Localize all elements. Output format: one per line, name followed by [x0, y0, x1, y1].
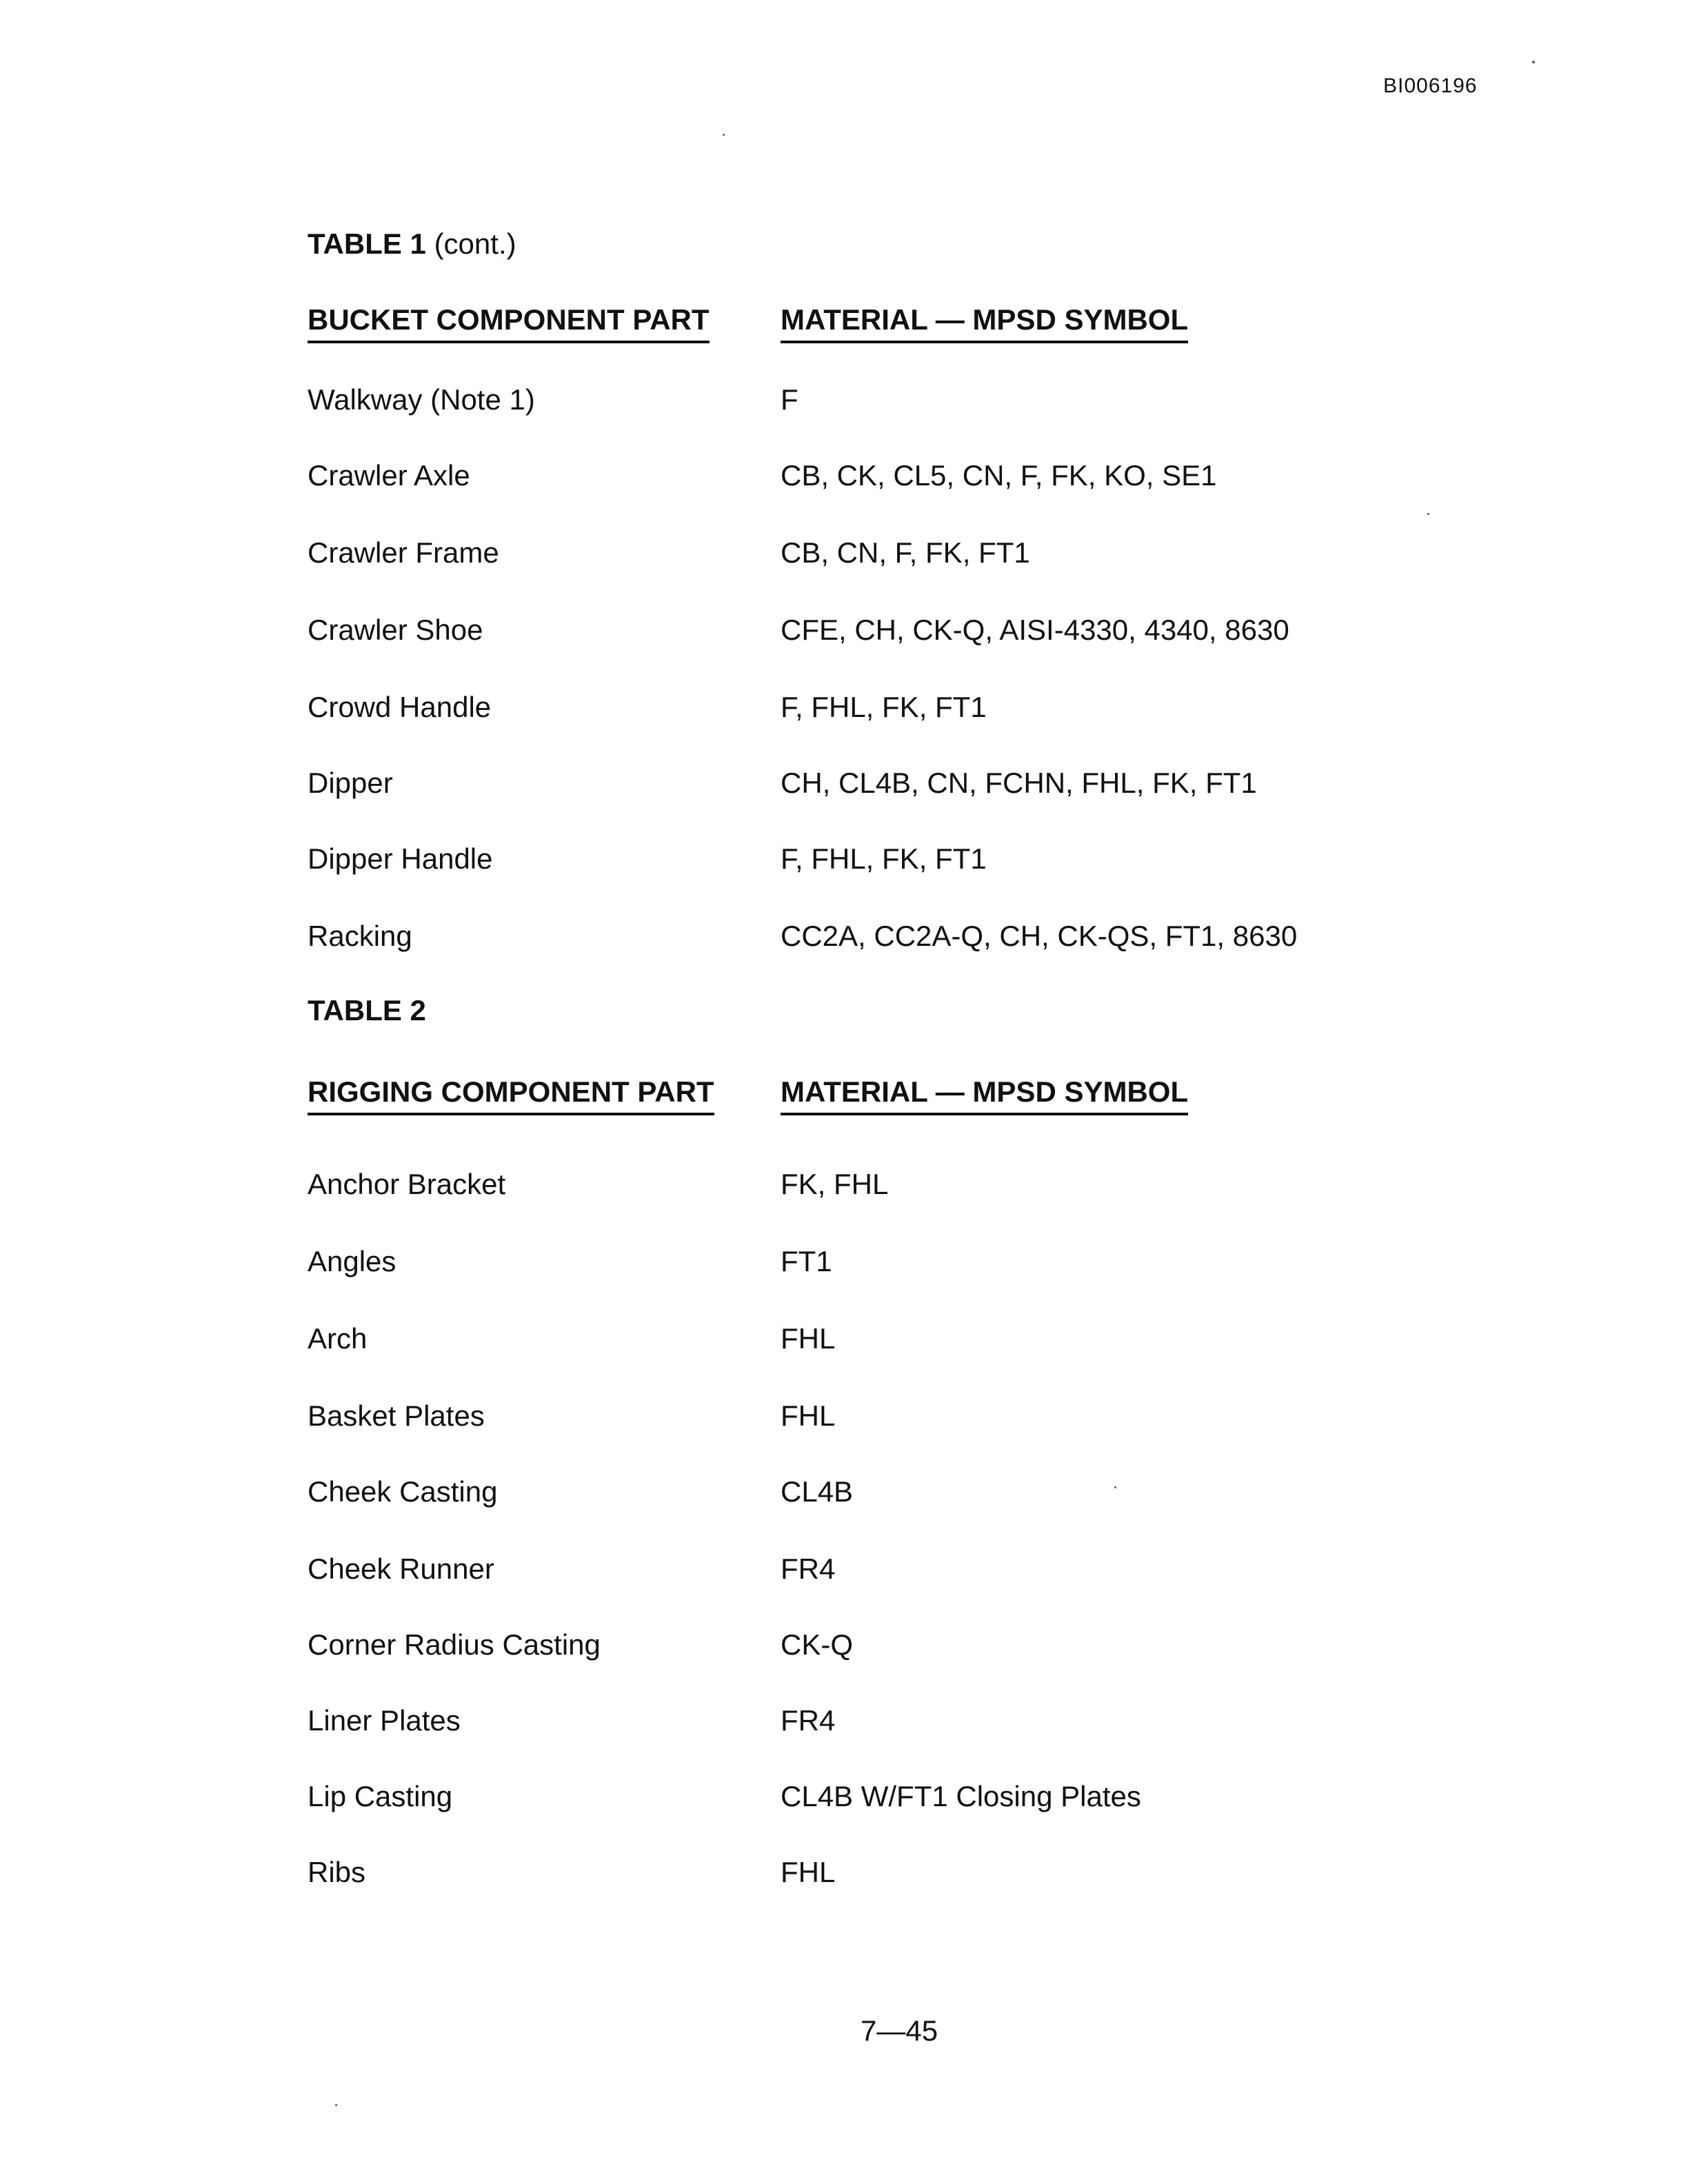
material-symbol: CL4B W/FT1 Closing Plates: [781, 1780, 1141, 1812]
table2-col1-header: RIGGING COMPONENT PART: [308, 1075, 714, 1115]
table-row: [0, 842, 1688, 884]
part-name: Walkway (Note 1): [308, 383, 535, 416]
scan-speck: [335, 2104, 337, 2106]
table-row: [0, 1780, 1688, 1821]
table-row: [0, 1628, 1688, 1670]
table-row: [0, 614, 1688, 655]
table-row: [0, 767, 1688, 808]
part-name: Corner Radius Casting: [308, 1628, 601, 1661]
table-row: [0, 1856, 1688, 1897]
table1-title-bold: TABLE 1: [308, 228, 426, 260]
table1-col2-header: MATERIAL — MPSD SYMBOL: [781, 303, 1188, 343]
material-symbol: CL4B: [781, 1475, 854, 1508]
part-name: Dipper Handle: [308, 842, 493, 875]
part-name: Cheek Runner: [308, 1553, 494, 1585]
part-name: Cheek Casting: [308, 1475, 498, 1508]
table2-col2-header: MATERIAL — MPSD SYMBOL: [781, 1075, 1188, 1115]
material-symbol: CFE, CH, CK-Q, AISI-4330, 4340, 8630: [781, 614, 1289, 646]
material-symbol: CH, CL4B, CN, FCHN, FHL, FK, FT1: [781, 767, 1257, 799]
table-row: [0, 920, 1688, 961]
table-row: [0, 1168, 1688, 1209]
material-symbol: FT1: [781, 1245, 832, 1277]
material-symbol: CB, CK, CL5, CN, F, FK, KO, SE1: [781, 459, 1217, 492]
material-symbol: FR4: [781, 1704, 836, 1737]
part-name: Lip Casting: [308, 1780, 453, 1812]
table1-title-suffix: (cont.): [425, 228, 516, 260]
table-row: [0, 1399, 1688, 1441]
scan-speck: [1532, 61, 1535, 63]
material-symbol: FHL: [781, 1322, 836, 1355]
material-symbol: FR4: [781, 1553, 836, 1585]
table-row: [0, 536, 1688, 578]
part-name: Basket Plates: [308, 1399, 485, 1432]
table-row: [0, 1475, 1688, 1517]
material-symbol: CK-Q: [781, 1628, 853, 1661]
part-name: Dipper: [308, 767, 393, 799]
table-row: [0, 459, 1688, 501]
material-symbol: F: [781, 383, 798, 416]
scan-speck: [1427, 513, 1429, 515]
table1-title: [308, 228, 516, 261]
part-name: Arch: [308, 1322, 368, 1355]
scan-speck: [723, 134, 725, 136]
part-name: Liner Plates: [308, 1704, 461, 1737]
part-name: Crawler Axle: [308, 459, 470, 492]
part-name: Crawler Shoe: [308, 614, 483, 646]
material-symbol: FHL: [781, 1856, 836, 1888]
part-name: Angles: [308, 1245, 396, 1277]
table-row: [0, 383, 1688, 425]
material-symbol: FK, FHL: [781, 1168, 889, 1200]
material-symbol: F, FHL, FK, FT1: [781, 842, 987, 875]
table2-title: [308, 994, 426, 1027]
part-name: Crawler Frame: [308, 536, 499, 569]
table-row: [0, 1553, 1688, 1594]
material-symbol: CB, CN, F, FK, FT1: [781, 536, 1030, 569]
table1-col1-header: BUCKET COMPONENT PART: [308, 303, 710, 343]
page-number: 7—45: [861, 2014, 938, 2047]
material-symbol: F, FHL, FK, FT1: [781, 691, 987, 723]
part-name: Crowd Handle: [308, 691, 492, 723]
material-symbol: FHL: [781, 1399, 836, 1432]
material-symbol: CC2A, CC2A-Q, CH, CK-QS, FT1, 8630: [781, 920, 1298, 952]
table-row: [0, 1704, 1688, 1746]
table-row: [0, 691, 1688, 732]
table-row: [0, 1322, 1688, 1364]
part-name: Ribs: [308, 1856, 366, 1888]
table2-title-bold: TABLE 2: [308, 994, 426, 1027]
scan-speck: [1114, 1486, 1116, 1488]
part-name: Racking: [308, 920, 412, 952]
document-id: BI006196: [1383, 74, 1478, 97]
part-name: Anchor Bracket: [308, 1168, 506, 1200]
table-row: [0, 1245, 1688, 1286]
